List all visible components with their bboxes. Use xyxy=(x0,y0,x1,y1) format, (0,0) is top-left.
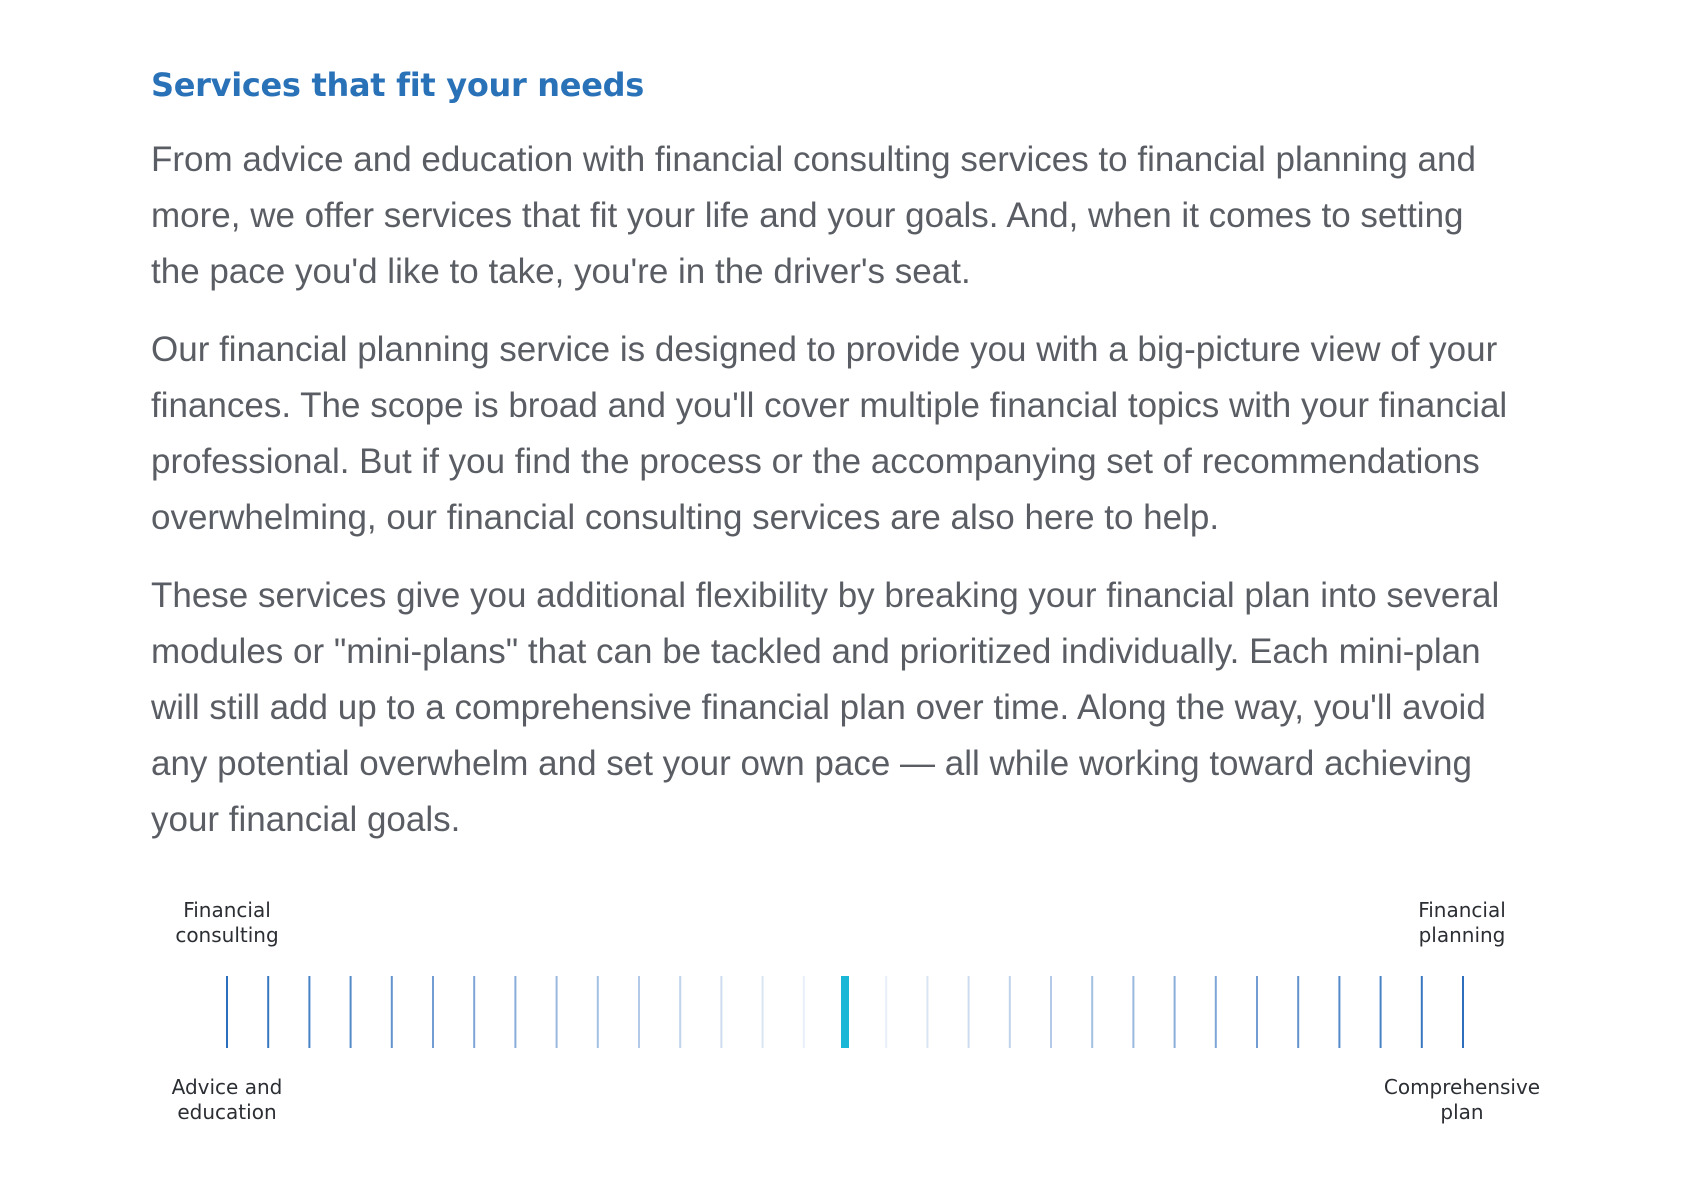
planning-paragraph: Our financial planning service is designed to provide you with a big-picture view of your finances. The scope is broad and you'll cover multiple financial topics with your financial professional. But if you find the process or the accompanying set of recommendations overwhelming, our financial consulting services are also here to help. xyxy=(151,330,1508,537)
financial-consulting-label: Financial consulting xyxy=(175,898,279,947)
financial-planning-label: Financial planning xyxy=(1418,898,1506,947)
services-section xyxy=(151,64,1571,848)
section-heading: Services that fit your needs xyxy=(151,66,644,104)
intro-paragraph: From advice and education with financial consulting services to financial planning and more, we offer services that fit your life and your goals. And, when it comes to setting the pace you'd like to take, you're in the driver's seat. xyxy=(151,140,1476,291)
advice-education-label: Advice and education xyxy=(171,1075,283,1124)
flexibility-paragraph: These services give you additional flexibility by breaking your financial plan into several modules or "mini-plans" that can be tackled and prioritized individually. Each mini-plan will still add up to a comprehensive financial plan over time. Along the way, you'll avoid any potential overwhelm and set your own pace — all while working toward achieving your financial goals. xyxy=(151,576,1500,839)
comprehensive-plan-label: Comprehensive plan xyxy=(1383,1075,1541,1124)
